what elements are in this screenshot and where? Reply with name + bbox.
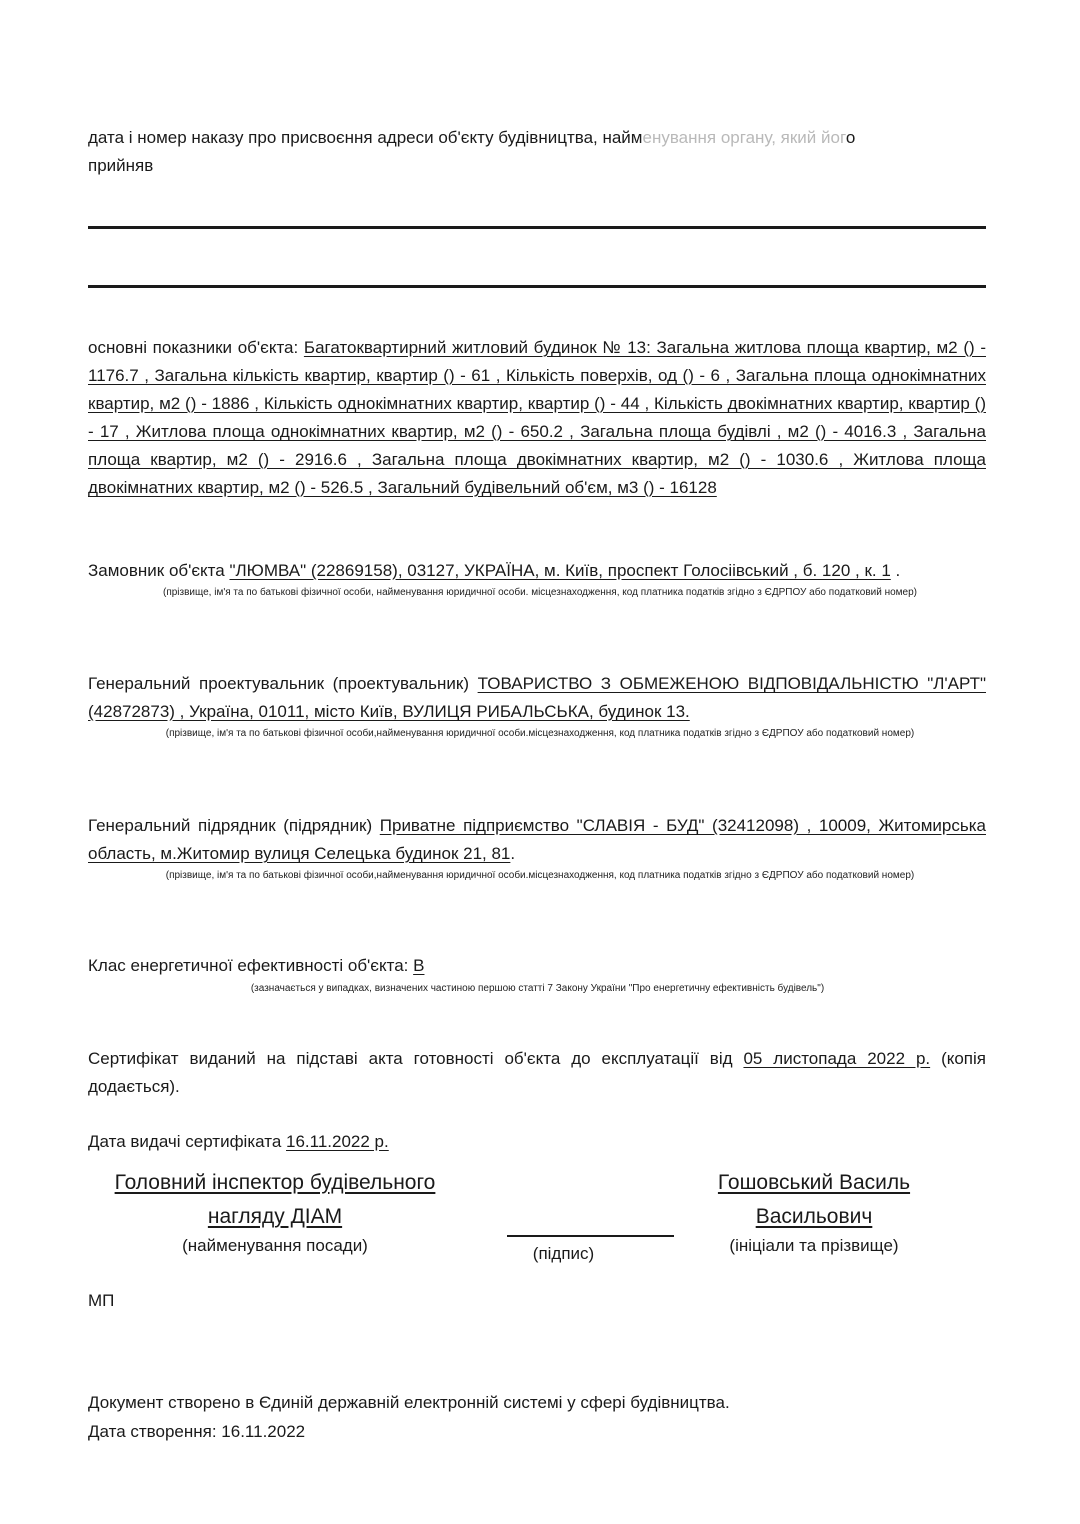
position-line-2: нагляду ДІАМ — [207, 1205, 343, 1228]
order-info-text: дата і номер наказу про присвоєння адреси об'єкту будівництва, найм — [88, 128, 643, 147]
contractor-label: Генеральний підрядник (підрядник) — [88, 816, 373, 835]
name-line-1: Гошовський Василь — [717, 1171, 911, 1194]
signature-name — [690, 1166, 938, 1258]
order-info-tail: о — [845, 128, 856, 147]
footer-system-note: Документ створено в Єдиній державній електронній системі у сфері будівництва. — [88, 1393, 730, 1412]
issue-date-value: 16.11.2022 р. — [286, 1132, 389, 1151]
issue-date — [88, 1128, 986, 1156]
customer-end: . — [895, 561, 901, 580]
energy-hint: (зазначається у випадках, визначених частиною першою статті 7 Закону України "Про енергетичну ефективність будівель") — [250, 983, 825, 994]
contractor-hint: (прізвище, ім'я та по батькові фізичної особи,найменування юридичної особи.місцезнаходження, код платника податків згідно з ЄДРПОУ або податковий номер) — [165, 870, 915, 881]
energy-label: Клас енергетичної ефективності об'єкта: — [88, 956, 409, 975]
designer-label: Генеральний проектувальник (проектувальник) — [88, 674, 470, 693]
blank-line-2 — [88, 285, 986, 288]
order-info-faded-text: енування органу, який йог — [642, 128, 846, 147]
contractor-end: . — [510, 844, 516, 863]
issue-date-label: Дата видачі сертифіката — [88, 1132, 282, 1151]
energy-class — [88, 952, 986, 980]
customer-label: Замовник об'єкта — [88, 561, 225, 580]
position-caption: (найменування посади) — [182, 1236, 368, 1255]
indicators-value: Багатоквартирний житловий будинок № 13: Загальна житлова площа квартир, м2 () - 1176.7 , Загальна кількість квартир, квартир () - 61 , Кількість поверхів, од () - 6 , Загальна площа однокімнатних квартир, м2 () - 1886 , Кількість однокімнатних квартир, квартир () - 44 , Кількість двокімнатних квартир, квартир () - 17 , Житлова площа однокімнатних квартир, м2 () - 650.2 , Загальна площа будівлі , м2 () - 4016.3 , Загальна площа квартир, м2 () - 2916.6 , Загальна площа двокімнатних квартир, м2 () - 1030.6 , Житлова площа двокімнатних квартир, м2 () - 526.5 , Загальний будівельний об'єм, м3 () - 16128 — [88, 338, 986, 497]
order-info-line2: прийняв — [88, 156, 154, 175]
blank-line-1 — [88, 226, 986, 229]
certificate-act-date: 05 листопада 2022 р. — [743, 1049, 931, 1068]
designer-hint: (прізвище, ім'я та по батькові фізичної особи,найменування юридичної особи.місцезнаходження, код платника податків згідно з ЄДРПОУ або податковий номер) — [165, 728, 915, 739]
signature-position — [90, 1166, 460, 1258]
customer — [88, 557, 986, 585]
signature-line — [507, 1235, 674, 1237]
signature-caption: (підпис) — [532, 1244, 595, 1263]
energy-value: В — [413, 956, 425, 975]
name-line-2: Васильович — [755, 1205, 873, 1228]
certificate-text: Сертифікат виданий на підставі акта готовності об'єкта до експлуатації від — [88, 1049, 733, 1068]
name-caption: (ініціали та прізвище) — [729, 1236, 899, 1255]
general-contractor — [88, 812, 986, 868]
designer-value: ТОВАРИСТВО З ОБМЕЖЕНОЮ ВІДПОВІДАЛЬНІСТЮ "Л'АРТ" (42872873) , Україна, 01011, місто Київ, ВУЛИЦЯ РИБАЛЬСЬКА, будинок 13. — [88, 674, 986, 721]
footer-creation-date: Дата створення: 16.11.2022 — [88, 1422, 306, 1441]
stamp-place-label: МП — [88, 1291, 115, 1310]
general-designer — [88, 670, 986, 726]
contractor-value: Приватне підприємство "СЛАВІЯ - БУД" (32412098) , 10009, Житомирська область, м.Житомир вулиця Селецька будинок 21, 81 — [88, 816, 986, 863]
certificate-tail: (копія додається). — [88, 1049, 986, 1096]
order-info — [88, 124, 986, 152]
indicators-label: основні показники об'єкта: — [88, 338, 299, 357]
object-indicators — [88, 334, 986, 502]
position-line-1: Головний інспектор будівельного — [114, 1171, 436, 1194]
customer-value: "ЛЮМВА" (22869158), 03127, УКРАЇНА, м. Київ, проспект Голосіівський , б. 120 , к. 1 — [229, 561, 891, 580]
customer-hint: (прізвище, ім'я та по батькові фізичної особи, найменування юридичної особи. місцезнаходження, код платника податків згідно з ЄДРПОУ або податковий номер) — [162, 587, 918, 598]
certificate-basis — [88, 1045, 986, 1101]
